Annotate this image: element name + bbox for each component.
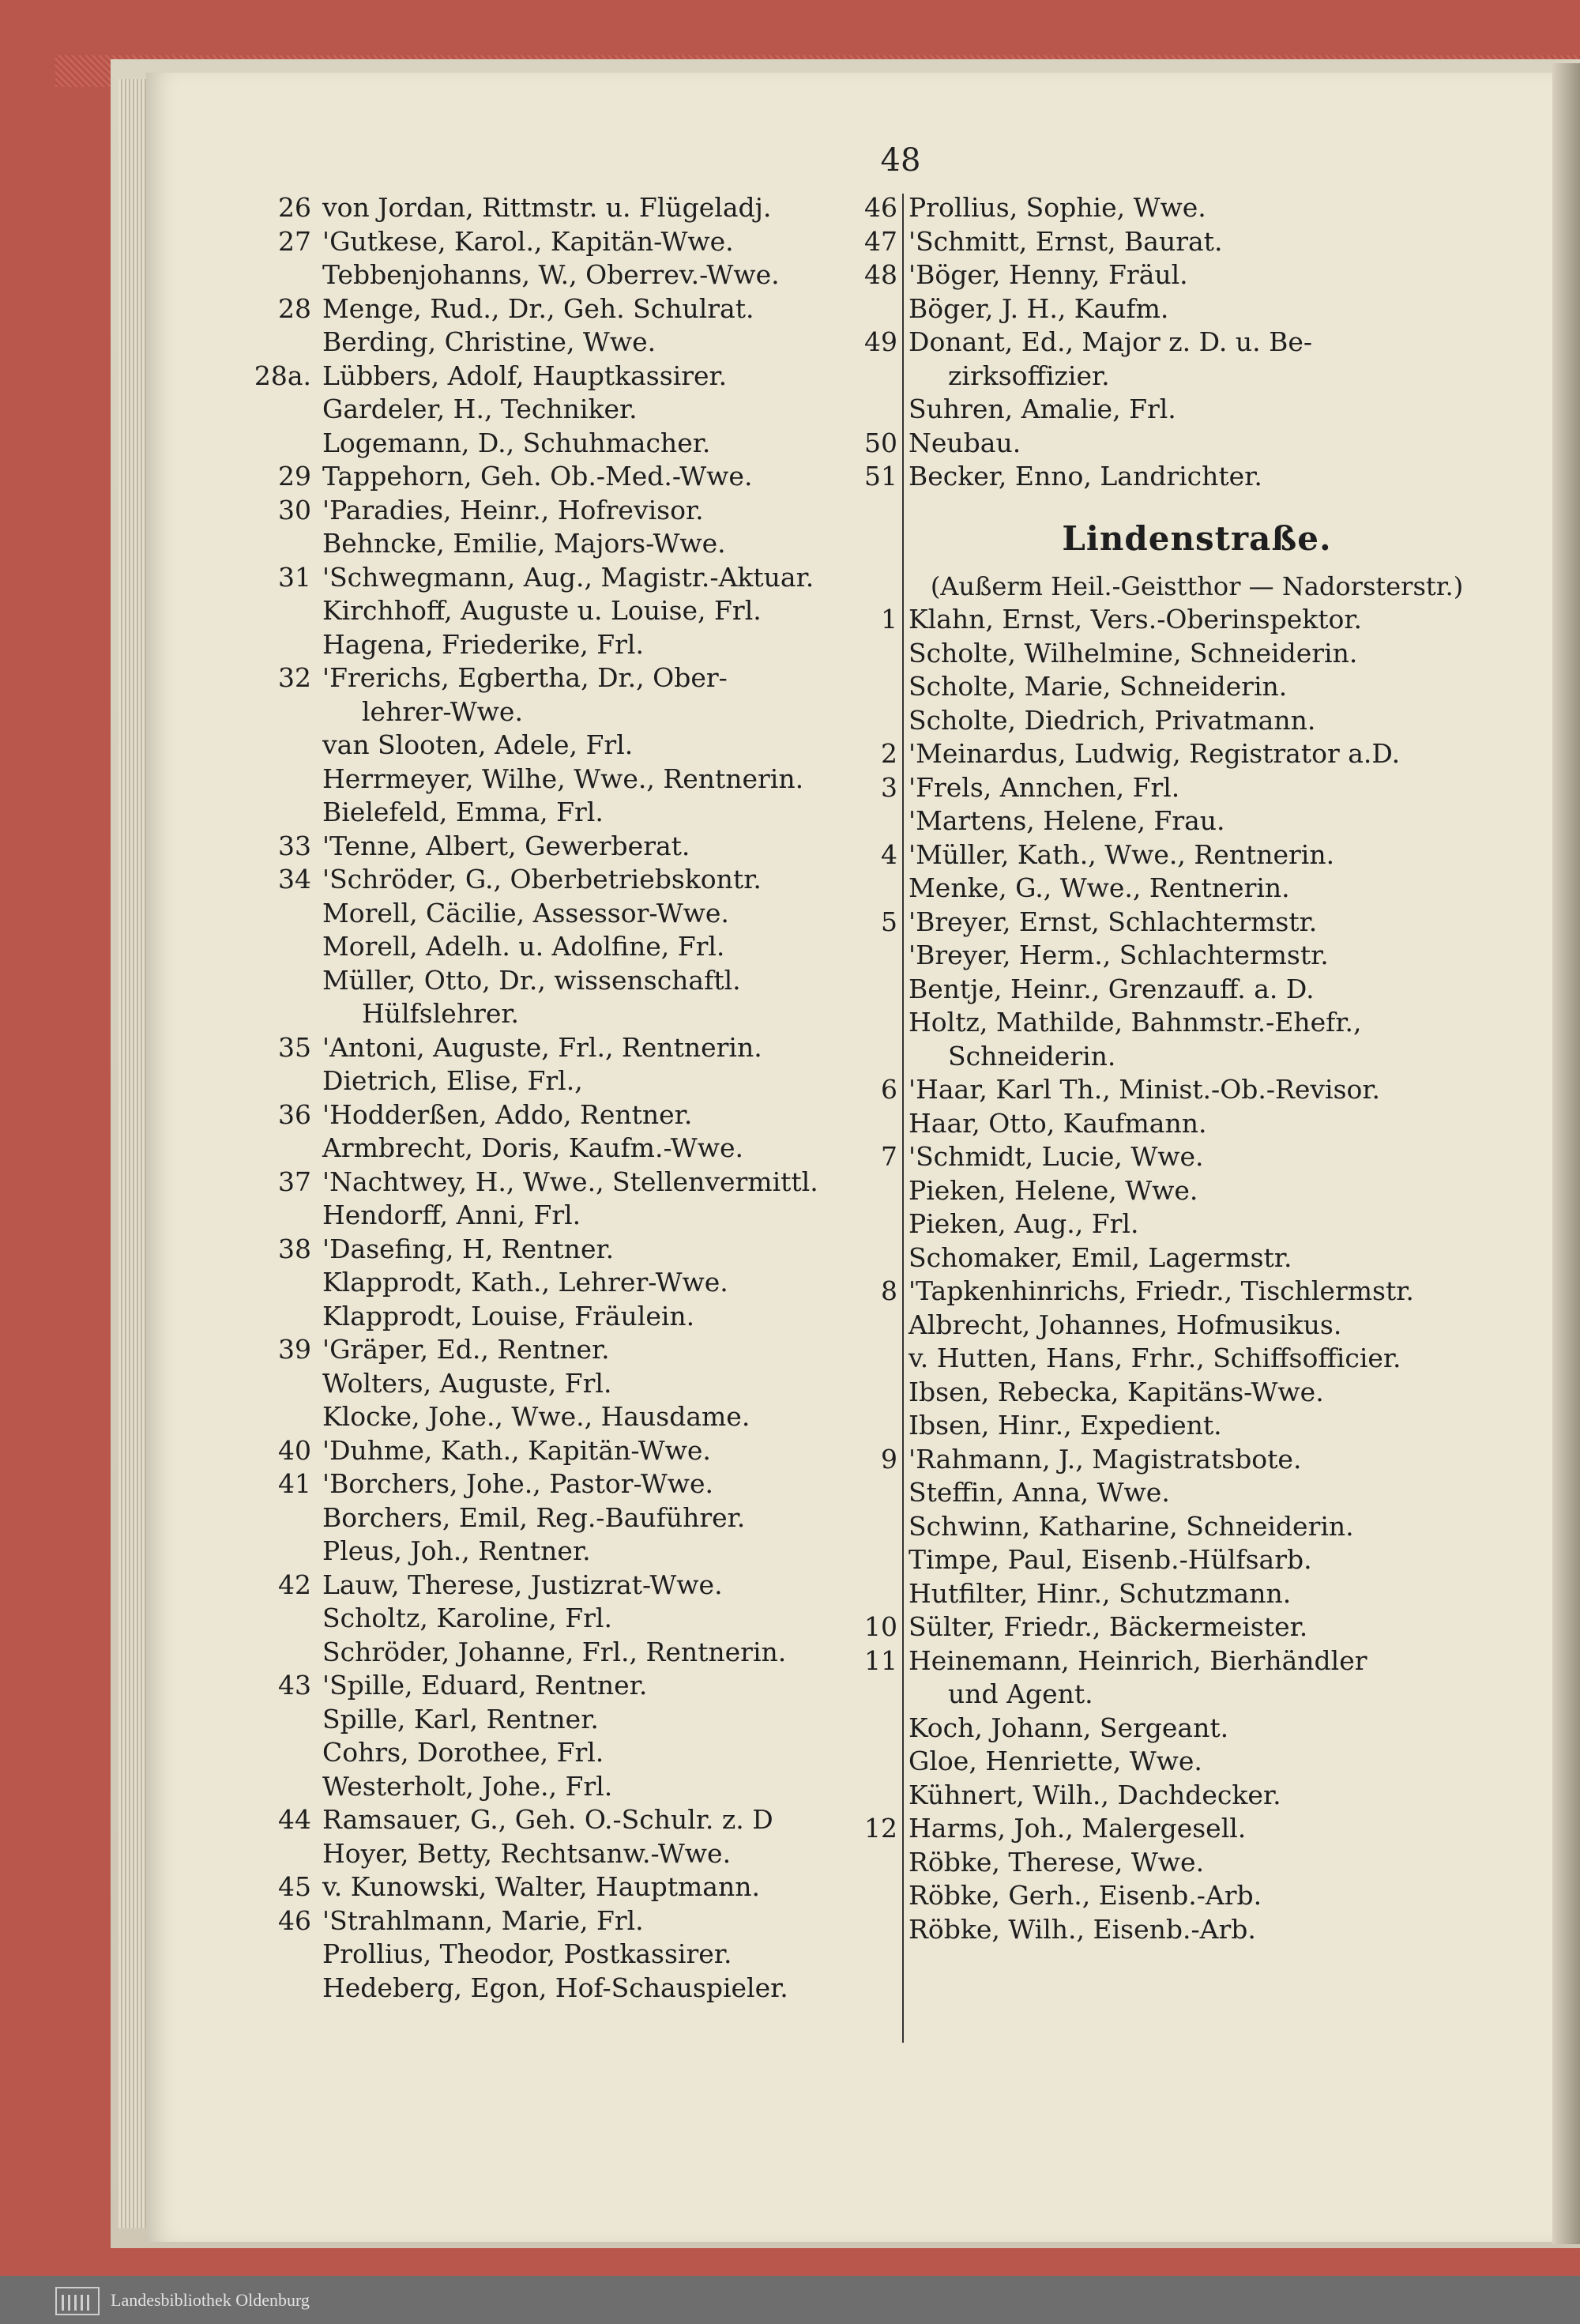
- entry-text: Albrecht, Johannes, Hofmusikus.: [908, 1309, 1342, 1340]
- directory-entry: [322, 594, 891, 628]
- entry-text: Prollius, Sophie, Wwe.: [908, 192, 1206, 223]
- directory-entry: [278, 1669, 891, 1703]
- directory-entry: [278, 1434, 891, 1468]
- house-number: 30: [278, 494, 311, 525]
- entry-text: Dietrich, Elise, Frl.,: [322, 1065, 583, 1096]
- entry-text: 'Müller, Kath., Wwe., Rentnerin.: [908, 838, 1335, 870]
- entry-text: zirksoffizier.: [948, 360, 1110, 391]
- directory-entry: [908, 1846, 1485, 1880]
- house-number: 44: [278, 1804, 311, 1835]
- house-number: 27: [278, 225, 311, 257]
- directory-entry: [278, 1569, 891, 1603]
- directory-entry: [322, 1736, 891, 1770]
- entry-text: Suhren, Amalie, Frl.: [908, 394, 1176, 424]
- entry-text: Gloe, Henriette, Wwe.: [908, 1746, 1202, 1776]
- entry-text: 'Nachtwey, H., Wwe., Stellenvermittl.: [322, 1166, 818, 1197]
- house-number: 2: [881, 738, 897, 769]
- house-number: 33: [278, 830, 311, 861]
- entry-text: Röbke, Therese, Wwe.: [908, 1846, 1205, 1878]
- directory-entry: [322, 964, 891, 998]
- entry-text: Armbrecht, Doris, Kaufm.-Wwe.: [322, 1132, 743, 1163]
- entry-text: 'Schröder, G., Oberbetriebskontr.: [322, 864, 762, 895]
- directory-entry: [278, 1870, 891, 1904]
- house-number: 10: [864, 1611, 897, 1642]
- directory-entry: [278, 191, 891, 225]
- entry-text: van Slooten, Adele, Frl.: [322, 729, 634, 760]
- directory-entry: [908, 1712, 1485, 1746]
- directory-entry: [908, 1577, 1485, 1611]
- entry-text: Westerholt, Johe., Frl.: [322, 1770, 613, 1802]
- house-number: 46: [864, 192, 897, 223]
- directory-entry: [278, 661, 891, 695]
- directory-entry: [278, 460, 891, 494]
- house-number: 51: [864, 461, 897, 492]
- house-number: 8: [881, 1275, 897, 1306]
- house-number: 28: [278, 292, 311, 324]
- page-gutter: [1552, 63, 1580, 2244]
- house-number: 5: [881, 906, 897, 937]
- directory-entry: [908, 1879, 1485, 1913]
- entry-text: 'Paradies, Heinr., Hofrevisor.: [322, 494, 704, 525]
- house-number: 37: [278, 1166, 311, 1197]
- directory-entry: [864, 1610, 1485, 1644]
- directory-entry: [322, 1266, 891, 1300]
- entry-text: v. Kunowski, Walter, Hauptmann.: [322, 1871, 760, 1902]
- directory-entry: [864, 427, 1485, 461]
- entry-text: lehrer-Wwe.: [362, 695, 523, 727]
- page-number: 48: [880, 142, 921, 179]
- directory-entry: [322, 1703, 891, 1737]
- entry-text: Cohrs, Dorothee, Frl.: [322, 1737, 604, 1768]
- entry-text: Schwinn, Katharine, Schneiderin.: [908, 1510, 1354, 1542]
- directory-entry: [908, 973, 1485, 1007]
- directory-entry: [864, 191, 1485, 225]
- entry-text: 'Gutkese, Karol., Kapitän-Wwe.: [322, 225, 734, 257]
- entry-text: 'Tenne, Albert, Gewerberat.: [322, 830, 690, 861]
- entry-text: Menge, Rud., Dr., Geh. Schulrat.: [322, 292, 754, 324]
- column-divider: [902, 194, 904, 2043]
- entry-text: Hagena, Friederike, Frl.: [322, 628, 644, 660]
- entry-text: 'Tapkenhinrichs, Friedr., Tischlermstr.: [908, 1275, 1414, 1306]
- directory-entry: [908, 637, 1485, 671]
- directory-entry: [322, 258, 891, 292]
- house-number: 12: [864, 1813, 897, 1844]
- entry-text: Röbke, Gerh., Eisenb.-Arb.: [908, 1880, 1262, 1911]
- entry-text: Scholte, Wilhelmine, Schneiderin.: [908, 637, 1358, 669]
- directory-entry: [908, 704, 1485, 738]
- entry-text: 'Breyer, Herm., Schlachtermstr.: [908, 940, 1329, 970]
- left-column: [254, 191, 891, 2005]
- entry-text: 'Rahmann, J., Magistratsbote.: [908, 1443, 1302, 1475]
- house-number: 43: [278, 1670, 311, 1701]
- directory-entry: [908, 1241, 1485, 1275]
- house-number: 46: [278, 1904, 311, 1936]
- house-number: 35: [278, 1031, 311, 1063]
- entry-text: Kirchhoff, Auguste u. Louise, Frl.: [322, 595, 762, 626]
- entry-text: Pleus, Joh., Rentner.: [322, 1535, 591, 1566]
- directory-entry: [322, 1972, 891, 2006]
- entry-text: Klapprodt, Kath., Lehrer-Wwe.: [322, 1267, 728, 1298]
- entry-text: Morell, Adelh. u. Adolfine, Frl.: [322, 931, 725, 962]
- entry-text: 'Frels, Annchen, Frl.: [908, 771, 1180, 803]
- entry-text: Holtz, Mathilde, Bahnmstr.-Ehefr.,: [908, 1007, 1362, 1038]
- directory-entry: [322, 527, 891, 561]
- directory-entry: [908, 1342, 1485, 1376]
- right-column: [864, 191, 1485, 1946]
- directory-entry: [278, 494, 891, 528]
- entry-text: Hutfilter, Hinr., Schutzmann.: [908, 1577, 1292, 1609]
- house-number: 4: [881, 838, 897, 870]
- directory-entry: [864, 1812, 1485, 1846]
- section-subtitle: [908, 570, 1485, 604]
- section-heading: [908, 508, 1485, 570]
- entry-text: Lindenstraße.: [1062, 518, 1332, 558]
- directory-entry: [908, 1913, 1485, 1947]
- entry-text: (Außerm Heil.-Geistthor — Nadorsterstr.): [930, 571, 1464, 601]
- entry-text: Wolters, Auguste, Frl.: [322, 1367, 612, 1399]
- entry-text: Donant, Ed., Major z. D. u. Be-: [908, 326, 1313, 357]
- entry-text: Steffin, Anna, Wwe.: [908, 1477, 1170, 1508]
- entry-text: Lübbers, Adolf, Hauptkassirer.: [322, 360, 728, 391]
- directory-entry: [278, 1098, 891, 1132]
- directory-entry: [278, 1803, 891, 1837]
- house-number: 3: [881, 771, 897, 803]
- directory-entry: [278, 292, 891, 326]
- directory-entry: [881, 771, 1485, 805]
- directory-entry: [908, 1543, 1485, 1577]
- directory-entry: [908, 1107, 1485, 1141]
- entry-text: v. Hutten, Hans, Frhr., Schiffsofficier.: [908, 1343, 1401, 1373]
- page-stack-edge: [118, 79, 146, 2228]
- directory-entry: [322, 897, 891, 931]
- directory-entry: [322, 1300, 891, 1334]
- directory-entry: [278, 1904, 891, 1938]
- directory-entry: [322, 1636, 891, 1670]
- entry-text: 'Antoni, Auguste, Frl., Rentnerin.: [322, 1031, 762, 1063]
- directory-entry: [908, 393, 1485, 427]
- directory-entry: [908, 1207, 1485, 1241]
- directory-entry: [908, 1745, 1485, 1779]
- directory-entry: [908, 1409, 1485, 1443]
- directory-entry: [881, 1140, 1485, 1174]
- house-number: 34: [278, 864, 311, 895]
- entry-text: Borchers, Emil, Reg.-Bauführer.: [322, 1501, 746, 1533]
- entry-text: 'Hodderßen, Addo, Rentner.: [322, 1098, 693, 1130]
- entry-text: Pieken, Helene, Wwe.: [908, 1174, 1198, 1206]
- entry-text: Hendorff, Anni, Frl.: [322, 1200, 581, 1230]
- directory-entry: [881, 838, 1485, 872]
- directory-entry: [908, 1309, 1485, 1343]
- directory-entry: [881, 1443, 1485, 1477]
- entry-text: Bentje, Heinr., Grenzauff. a. D.: [908, 973, 1315, 1004]
- house-number: 50: [864, 427, 897, 458]
- entry-text: Tebbenjohanns, W., Oberrev.-Wwe.: [322, 259, 780, 290]
- directory-entry: [278, 1467, 891, 1501]
- entry-text: Prollius, Theodor, Postkassirer.: [322, 1938, 732, 1969]
- house-number: 48: [864, 259, 897, 290]
- directory-entry: [322, 930, 891, 964]
- entry-text: 'Strahlmann, Marie, Frl.: [322, 1904, 644, 1936]
- house-number: 41: [278, 1468, 311, 1499]
- house-number: 9: [881, 1443, 897, 1475]
- entry-text: Müller, Otto, Dr., wissenschaftl.: [322, 964, 741, 996]
- directory-entry: [322, 796, 891, 830]
- directory-entry: [908, 1174, 1485, 1208]
- entry-text: Klapprodt, Louise, Fräulein.: [322, 1300, 695, 1331]
- directory-entry: [278, 1233, 891, 1267]
- house-number: 47: [864, 225, 897, 257]
- entry-text: 'Gräper, Ed., Rentner.: [322, 1334, 610, 1365]
- entry-text: 'Martens, Helene, Frau.: [908, 805, 1225, 836]
- entry-text: Scholte, Marie, Schneiderin.: [908, 671, 1288, 702]
- entry-text: 'Böger, Henny, Fräul.: [908, 259, 1188, 290]
- entry-text: Tappehorn, Geh. Ob.-Med.-Wwe.: [322, 461, 753, 492]
- entry-text: Klahn, Ernst, Vers.-Oberinspektor.: [908, 604, 1362, 635]
- directory-entry: [908, 670, 1485, 704]
- directory-entry: [908, 1006, 1485, 1040]
- house-number: 1: [881, 604, 897, 635]
- directory-entry: [864, 258, 1485, 292]
- entry-text: Hülfslehrer.: [362, 998, 520, 1029]
- directory-entry: [322, 1400, 891, 1434]
- entry-text: Ibsen, Hinr., Expedient.: [908, 1410, 1222, 1441]
- house-number: 32: [278, 662, 311, 693]
- directory-entry: [322, 1770, 891, 1804]
- directory-entry: [322, 1199, 891, 1233]
- directory-entry: [908, 872, 1485, 906]
- directory-entry: [322, 763, 891, 797]
- entry-text: 'Schmitt, Ernst, Baurat.: [908, 225, 1223, 257]
- entry-text: Röbke, Wilh., Eisenb.-Arb.: [908, 1913, 1256, 1945]
- house-number: 49: [864, 326, 897, 357]
- directory-entry: [322, 1938, 891, 1972]
- entry-text: Menke, G., Wwe., Rentnerin.: [908, 872, 1290, 903]
- entry-text: Koch, Johann, Sergeant.: [908, 1712, 1229, 1743]
- directory-entry: [322, 427, 891, 461]
- entry-text: 'Frerichs, Egbertha, Dr., Ober-: [322, 662, 728, 693]
- directory-entry: [908, 939, 1485, 973]
- entry-text: 'Schwegmann, Aug., Magistr.-Aktuar.: [322, 561, 814, 593]
- directory-entry: [908, 1510, 1485, 1544]
- entry-text: 'Dasefing, H, Rentner.: [322, 1233, 615, 1264]
- house-number: 6: [881, 1074, 897, 1105]
- house-number: 26: [278, 192, 311, 223]
- directory-entry: [322, 997, 891, 1031]
- directory-entry: [322, 1602, 891, 1636]
- entry-text: Gardeler, H., Techniker.: [322, 394, 638, 424]
- entry-text: 'Borchers, Johe., Pastor-Wwe.: [322, 1468, 714, 1499]
- directory-entry: [322, 326, 891, 360]
- directory-entry: [881, 603, 1485, 637]
- entry-text: Bielefeld, Emma, Frl.: [322, 797, 604, 827]
- entry-text: Hedeberg, Egon, Hof-Schauspieler.: [322, 1972, 788, 2003]
- entry-text: 'Breyer, Ernst, Schlachtermstr.: [908, 906, 1318, 937]
- entry-text: Herrmeyer, Wilhe, Wwe., Rentnerin.: [322, 763, 804, 794]
- entry-text: Becker, Enno, Landrichter.: [908, 461, 1262, 492]
- entry-text: Spille, Karl, Rentner.: [322, 1703, 599, 1735]
- entry-text: 'Meinardus, Ludwig, Registrator a.D.: [908, 738, 1401, 769]
- directory-entry: [908, 1779, 1485, 1813]
- house-number: 38: [278, 1233, 311, 1264]
- directory-entry: [278, 225, 891, 259]
- entry-text: Ramsauer, G., Geh. O.-Schulr. z. D: [322, 1804, 773, 1835]
- directory-entry: [278, 1166, 891, 1200]
- entry-text: Pieken, Aug., Frl.: [908, 1208, 1139, 1239]
- directory-entry: [322, 1064, 891, 1098]
- entry-text: Hoyer, Betty, Rechtsanw.-Wwe.: [322, 1837, 732, 1869]
- directory-entry: [254, 360, 891, 394]
- house-number: 29: [278, 461, 311, 492]
- directory-entry: [278, 830, 891, 864]
- directory-entry: [908, 1376, 1485, 1410]
- house-number: 11: [864, 1644, 897, 1676]
- entry-text: von Jordan, Rittmstr. u. Flügeladj.: [322, 192, 772, 223]
- house-number: 28a.: [254, 360, 311, 391]
- entry-text: Harms, Joh., Malergesell.: [908, 1813, 1247, 1844]
- entry-text: Ibsen, Rebecka, Kapitäns-Wwe.: [908, 1376, 1324, 1407]
- directory-entry: [864, 225, 1485, 259]
- directory-entry: [278, 561, 891, 595]
- entry-text: Timpe, Paul, Eisenb.-Hülfsarb.: [908, 1544, 1312, 1575]
- directory-entry: [908, 804, 1485, 838]
- directory-entry: [278, 863, 891, 897]
- directory-entry: [322, 1367, 891, 1401]
- directory-entry: [322, 1501, 891, 1535]
- house-number: 42: [278, 1569, 311, 1600]
- directory-entry: [322, 628, 891, 662]
- house-number: 45: [278, 1871, 311, 1902]
- directory-entry: [881, 906, 1485, 940]
- directory-entry: [322, 729, 891, 763]
- entry-text: Schröder, Johanne, Frl., Rentnerin.: [322, 1636, 787, 1667]
- library-building-icon: [55, 2287, 100, 2315]
- entry-text: Schneiderin.: [948, 1040, 1116, 1072]
- entry-text: und Agent.: [948, 1678, 1093, 1709]
- entry-text: 'Schmidt, Lucie, Wwe.: [908, 1141, 1204, 1172]
- directory-entry: [278, 1333, 891, 1367]
- directory-entry: [908, 292, 1485, 326]
- entry-text: Sülter, Friedr., Bäckermeister.: [908, 1611, 1308, 1642]
- house-number: 40: [278, 1434, 311, 1466]
- entry-text: Scholtz, Karoline, Frl.: [322, 1603, 612, 1633]
- entry-text: Heinemann, Heinrich, Bierhändler: [908, 1644, 1367, 1676]
- directory-entry: [322, 393, 891, 427]
- entry-text: Schomaker, Emil, Lagermstr.: [908, 1241, 1292, 1273]
- entry-text: Kühnert, Wilh., Dachdecker.: [908, 1779, 1281, 1810]
- directory-entry: [881, 1275, 1485, 1309]
- directory-entry: [908, 1678, 1485, 1712]
- entry-text: 'Spille, Eduard, Rentner.: [322, 1670, 648, 1701]
- directory-entry: [881, 1073, 1485, 1107]
- entry-text: Böger, J. H., Kaufm.: [908, 292, 1169, 324]
- directory-entry: [322, 695, 891, 729]
- directory-entry: [864, 326, 1485, 360]
- directory-entry: [864, 460, 1485, 494]
- entry-text: Neubau.: [908, 427, 1021, 458]
- directory-entry: [908, 360, 1485, 394]
- directory-entry: [322, 1132, 891, 1166]
- house-number: 36: [278, 1098, 311, 1130]
- directory-entry: [322, 1535, 891, 1569]
- footer-label: Landesbibliothek Oldenburg: [111, 2290, 310, 2310]
- directory-entry: [278, 1031, 891, 1065]
- directory-entry: [908, 1040, 1485, 1074]
- house-number: 39: [278, 1334, 311, 1365]
- entry-text: Morell, Cäcilie, Assessor-Wwe.: [322, 897, 729, 928]
- entry-text: Behncke, Emilie, Majors-Wwe.: [322, 528, 726, 559]
- entry-text: Berding, Christine, Wwe.: [322, 326, 656, 357]
- entry-text: 'Duhme, Kath., Kapitän-Wwe.: [322, 1434, 711, 1466]
- entry-text: Lauw, Therese, Justizrat-Wwe.: [322, 1569, 723, 1600]
- directory-entry: [322, 1837, 891, 1871]
- entry-text: Logemann, D., Schuhmacher.: [322, 427, 711, 458]
- house-number: 7: [881, 1141, 897, 1172]
- directory-entry: [864, 1644, 1485, 1678]
- entry-text: Klocke, Johe., Wwe., Hausdame.: [322, 1401, 750, 1432]
- entry-text: Haar, Otto, Kaufmann.: [908, 1107, 1207, 1139]
- entry-text: Scholte, Diedrich, Privatmann.: [908, 704, 1316, 736]
- house-number: 31: [278, 561, 311, 593]
- directory-entry: [908, 1476, 1485, 1510]
- directory-entry: [881, 737, 1485, 771]
- footer-bar: [0, 2276, 1580, 2324]
- entry-text: 'Haar, Karl Th., Minist.-Ob.-Revisor.: [908, 1074, 1381, 1105]
